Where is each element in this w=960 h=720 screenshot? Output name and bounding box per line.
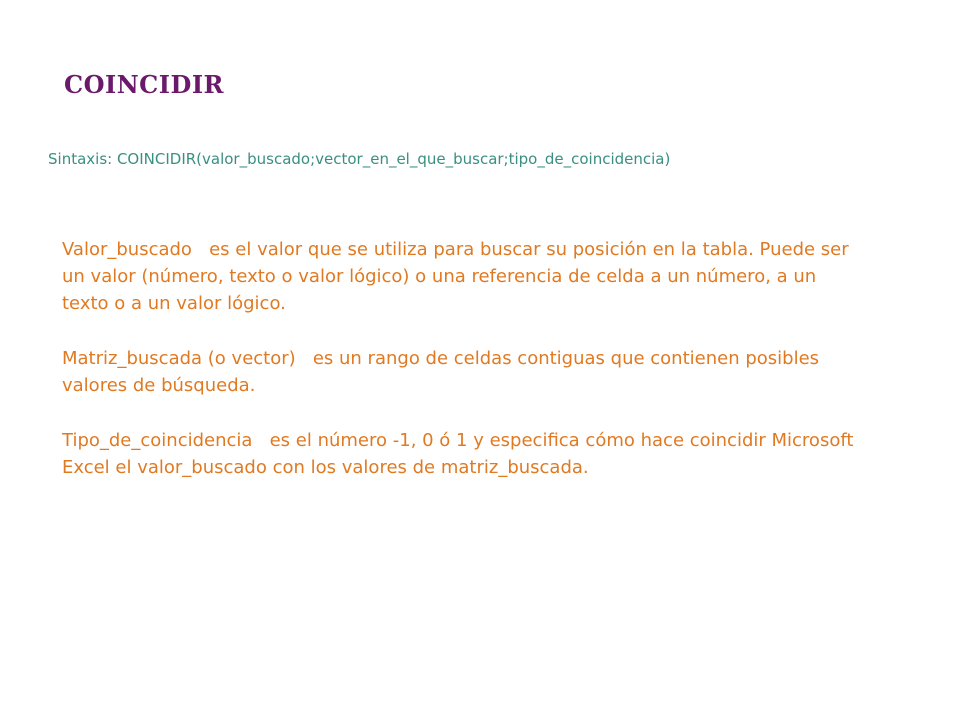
page-title: COINCIDIR bbox=[64, 70, 224, 99]
syntax-line: Sintaxis: COINCIDIR(valor_buscado;vector_en_el_que_buscar;tipo_de_coincidencia) bbox=[48, 150, 671, 168]
definition-text: es el valor que se utiliza para buscar su posición en la tabla. Puede ser un valor (número, texto o valor lógico) o una referencia de celda a un número, a un texto o a un valor lógico. bbox=[62, 239, 849, 314]
definition-text: es el número -1, 0 ó 1 y especifica cómo hace coincidir Microsoft Excel el valor_buscado con los valores de matriz_buscada. bbox=[62, 430, 854, 478]
definition-term: Valor_buscado bbox=[62, 239, 192, 260]
definition-text: es un rango de celdas contiguas que contienen posibles valores de búsqueda. bbox=[62, 348, 820, 396]
definition-term: Tipo_de_coincidencia bbox=[62, 430, 253, 451]
definition-matriz-buscada bbox=[62, 345, 862, 399]
definition-valor-buscado bbox=[62, 236, 862, 317]
definition-term: Matriz_buscada (o vector) bbox=[62, 348, 296, 369]
definition-tipo-de-coincidencia bbox=[62, 427, 862, 481]
definitions-body bbox=[62, 236, 862, 509]
